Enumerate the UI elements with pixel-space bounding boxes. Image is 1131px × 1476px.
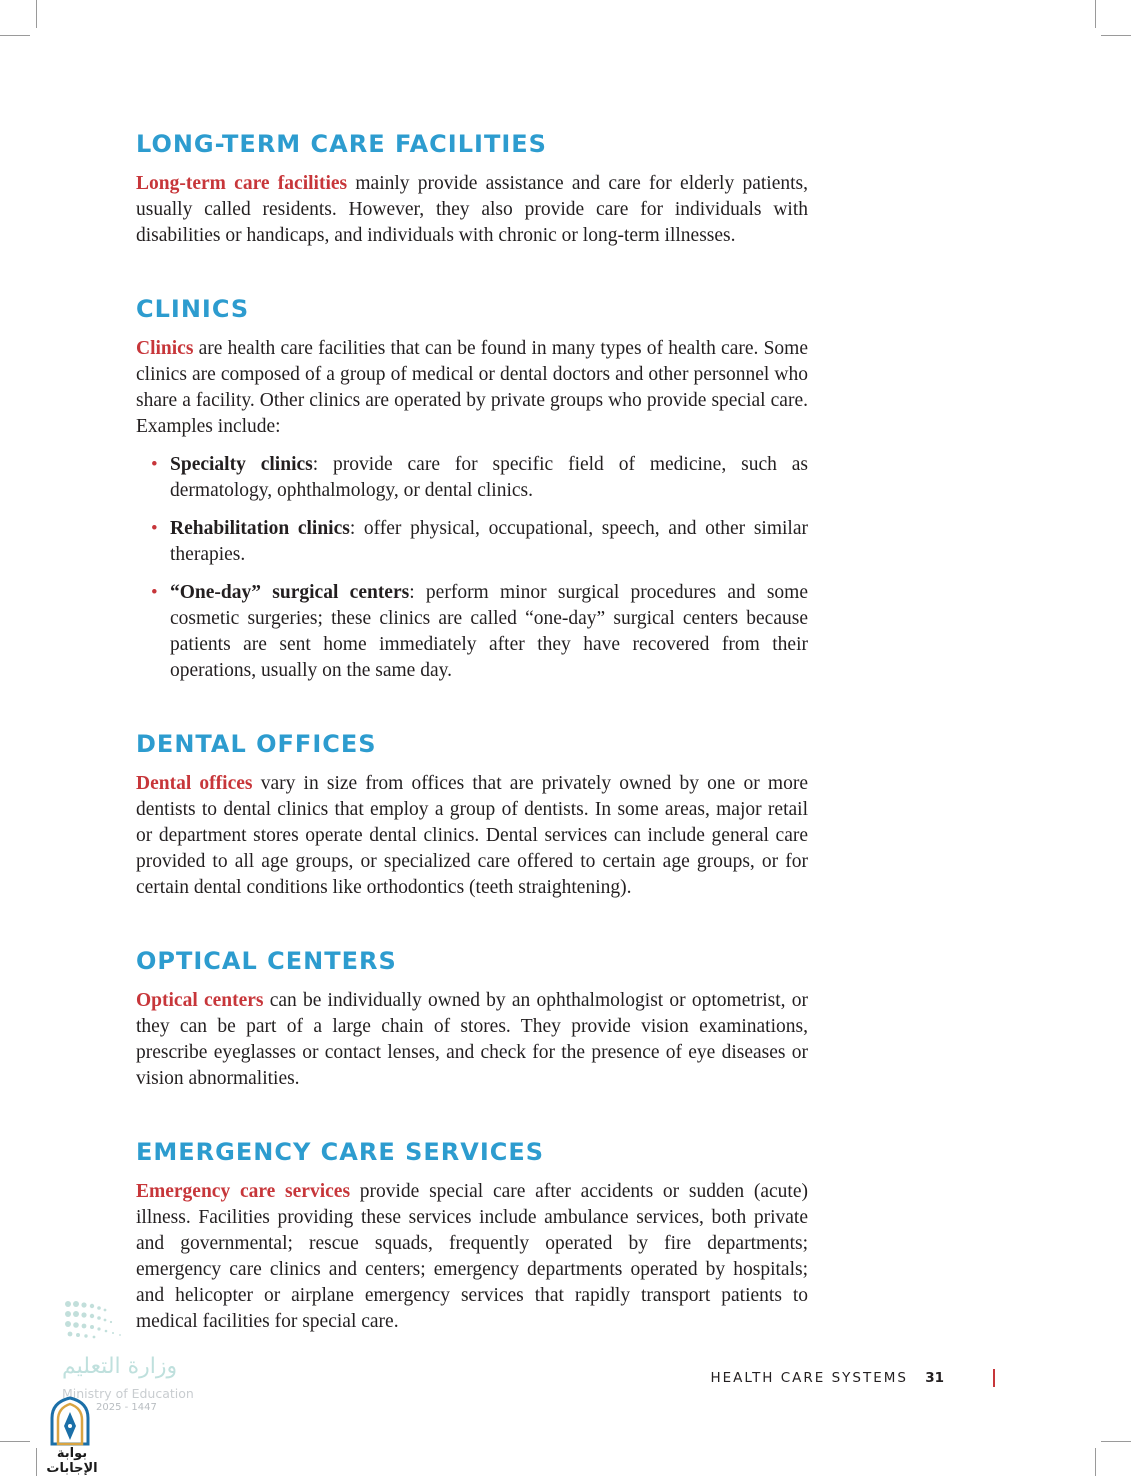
answers-portal-logo (30, 1396, 114, 1476)
ministry-dots-logo (62, 1298, 142, 1342)
key-term: Clinics (136, 338, 194, 359)
chapter-label: HEALTH CARE SYSTEMS (710, 1370, 908, 1386)
section-heading: LONG-TERM CARE FACILITIES (136, 130, 547, 158)
section-heading: DENTAL OFFICES (136, 730, 377, 758)
paragraph-text: are health care facilities that can be found in many types of health care. Some clinics are composed of a group of medical or dental doctors and other personnel who share a facility. Other clinics are operated by private groups who provide special care. Examples include: (136, 338, 808, 437)
key-term: Emergency care services (136, 1181, 351, 1202)
bullet-text: : offer physical, occupational, speech, and other similar therapies. (170, 518, 808, 565)
paragraph-text: can be individually owned by an ophthalmologist or optometrist, or they can be part of a large chain of stores. They provide vision examinations, prescribe eyeglasses or contact lenses, and check for the presence of eye diseases or vision abnormalities. (136, 990, 808, 1089)
bullet-term: “One-day” surgical centers (170, 582, 410, 603)
crop-mark (1101, 1441, 1131, 1442)
crop-mark (1095, 1448, 1096, 1476)
list-item (170, 516, 808, 568)
section-dental-offices (136, 728, 808, 901)
ministry-english-name: Ministry of Education (62, 1386, 194, 1401)
crop-mark (0, 35, 30, 36)
crop-mark (1101, 35, 1131, 36)
page-marker-bar (993, 1369, 995, 1387)
portal-emblem-icon (30, 1396, 114, 1446)
key-term: Long-term care facilities (136, 173, 348, 194)
paragraph-text: mainly provide assistance and care for elderly patients, usually called residents. However, they also provide care for individuals with disabilities or handicaps, and individuals with chronic or long-term illnesses. (136, 173, 808, 246)
key-term: Dental offices (136, 773, 253, 794)
bullet-term: Specialty clinics (170, 454, 313, 475)
ministry-year: 2025 - 1447 (96, 1402, 157, 1413)
page-number: 31 (925, 1370, 944, 1386)
crop-mark (1095, 0, 1096, 28)
section-heading: CLINICS (136, 295, 250, 323)
paragraph-text: vary in size from offices that are privately owned by one or more dentists to dental clinics that employ a group of dentists. In some areas, major retail or department stores operate dental clinics. Dental services can include general care provided to all age groups, or specialized care offered to certain age groups, or for certain dental conditions like orthodontics (teeth straightening). (136, 773, 808, 898)
section-optical-centers (136, 945, 808, 1092)
section-emergency-care (136, 1136, 808, 1335)
crop-mark (0, 1441, 30, 1442)
section-heading: EMERGENCY CARE SERVICES (136, 1138, 545, 1166)
paragraph-text: provide special care after accidents or sudden (acute) illness. Facilities providing these services include ambulance services, both private and governmental; rescue squads, frequently operated by fire departments; emergency care clinics and centers; emergency departments operated by hospitals; and helicopter or airplane emergency services that rapidly transport patients to medical facilities for special care. (136, 1181, 808, 1332)
key-term: Optical centers (136, 990, 264, 1011)
portal-name: بوابة الإجابات (46, 1446, 98, 1476)
crop-mark (36, 0, 37, 28)
section-paragraph (136, 1179, 808, 1335)
section-paragraph (136, 988, 808, 1092)
section-long-term-care (136, 128, 808, 249)
clinic-types-list (136, 452, 808, 684)
bullet-term: Rehabilitation clinics (170, 518, 350, 539)
page-content (136, 128, 808, 1335)
section-paragraph (136, 171, 808, 249)
list-item (170, 452, 808, 504)
list-item (170, 580, 808, 684)
page-footer (700, 1370, 1000, 1390)
section-paragraph (136, 336, 808, 440)
bullet-text: : provide care for specific field of medicine, such as dermatology, ophthalmology, or dental clinics. (170, 454, 808, 501)
section-clinics (136, 293, 808, 684)
bullet-text: : perform minor surgical procedures and some cosmetic surgeries; these clinics are called “one-day” surgical centers because patients are sent home immediately after they have recovered from their operations, usually on the same day. (170, 582, 808, 681)
section-heading: OPTICAL CENTERS (136, 947, 397, 975)
ministry-arabic-name: وزارة التعليم (62, 1354, 178, 1379)
section-paragraph (136, 771, 808, 901)
